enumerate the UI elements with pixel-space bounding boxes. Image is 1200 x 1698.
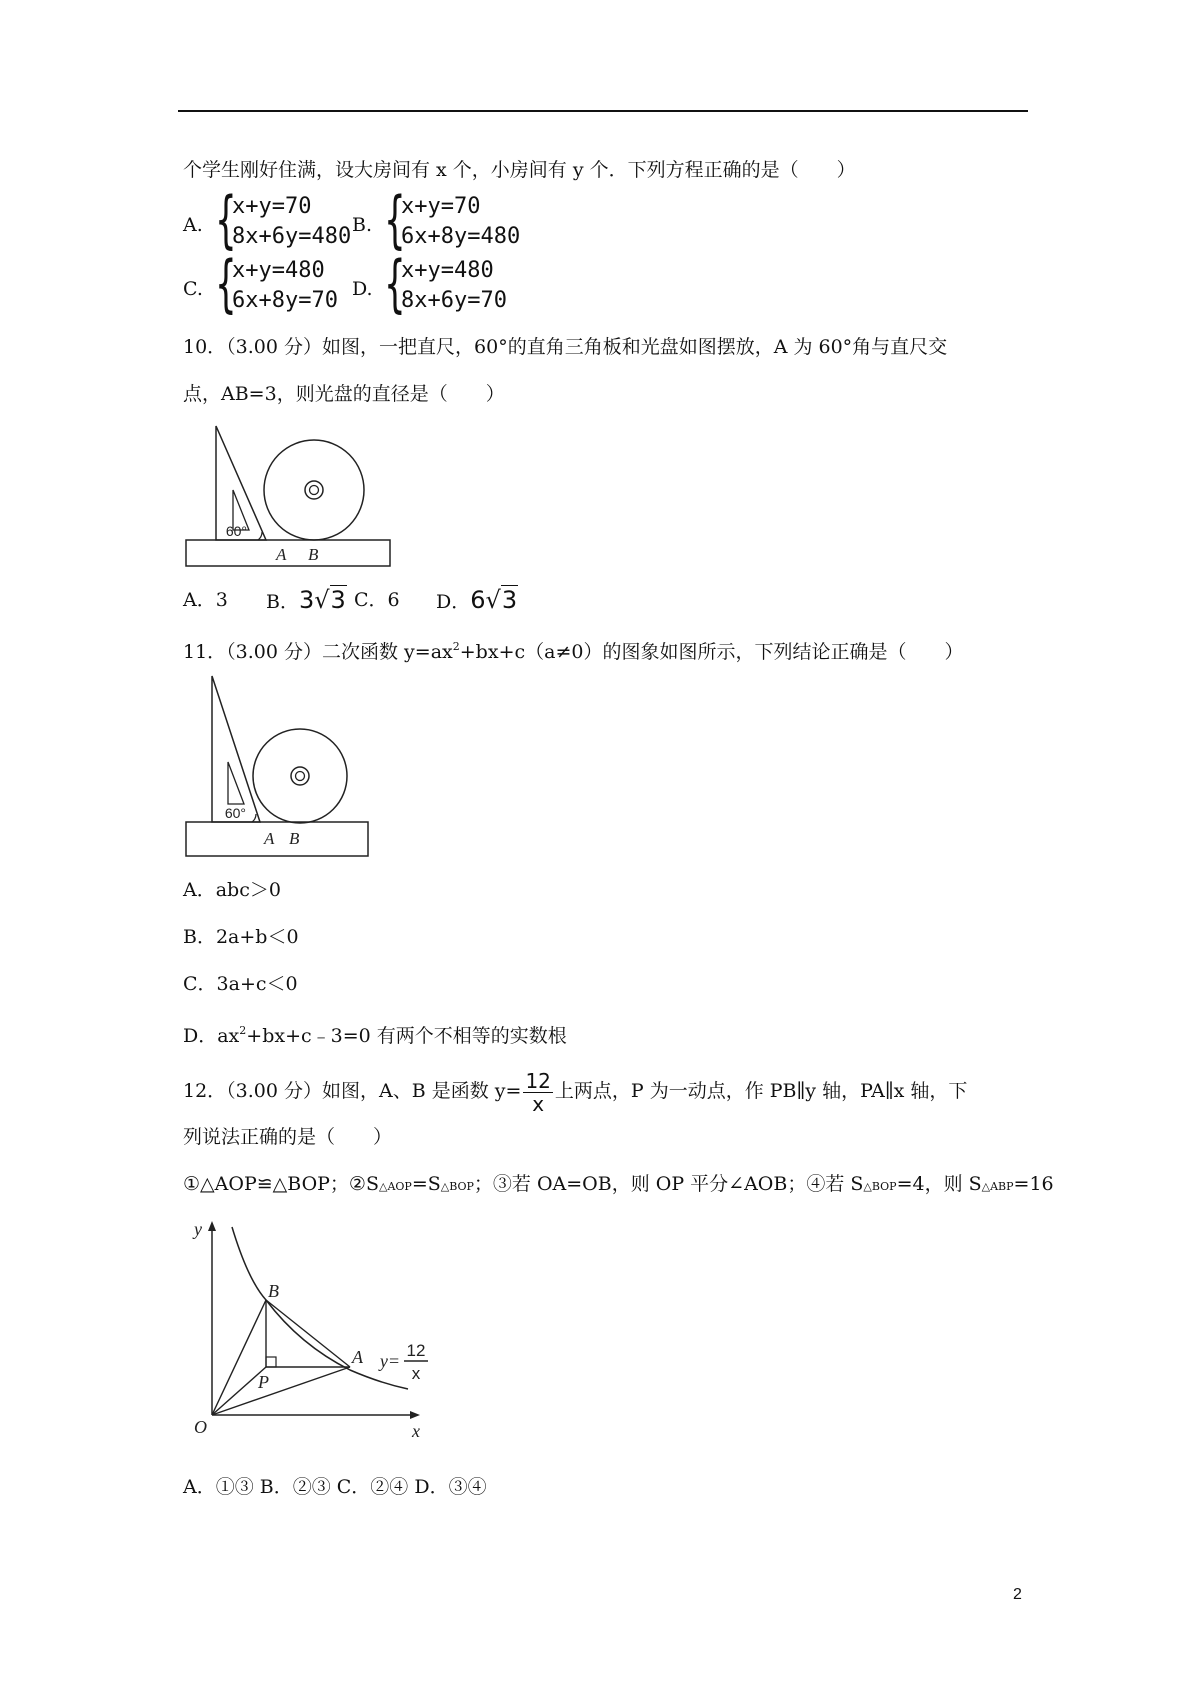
- q11-option-d: D．$ax^2+bx+c﹣3=0$ 有两个不相等的实数根: [183, 1024, 567, 1047]
- disc-hole-inner: [310, 486, 319, 495]
- brace-icon: {: [384, 247, 406, 320]
- header-rule: [178, 110, 1028, 112]
- q12-statements: ①△AOP≌△BOP；②S△AOP=S△BOP；③若 OA=OB，则 OP 平分∠AOB；④若 S△BOP=4，则 S△ABP=16: [183, 1173, 1054, 1195]
- q12-figure: [180, 1205, 450, 1445]
- coefficient: 6: [470, 586, 486, 614]
- q9-stem: 个学生刚好住满，设大房间有 x 个，小房间有 y 个．下列方程正确的是（ ）: [183, 159, 856, 181]
- option-label: B．: [266, 591, 299, 613]
- coefficient: 3: [298, 586, 315, 614]
- equation: x+y=70: [232, 194, 312, 219]
- q9-option-b-label: B.: [352, 214, 373, 236]
- disc: [264, 440, 364, 540]
- q9-option-a-label: A.: [183, 214, 203, 236]
- fraction: $\frac{12}{x}$: [525, 1068, 551, 1116]
- sqrt-expression: 3√3: [298, 586, 346, 614]
- set-square: [212, 676, 260, 822]
- q9-option-c-system: [232, 256, 338, 316]
- q9-option-b-system: [401, 192, 520, 252]
- q10-option-b: [266, 588, 347, 614]
- point-b-label: B: [289, 829, 300, 848]
- x-axis-label: x: [412, 1421, 420, 1441]
- q10-option-a: A．3: [183, 589, 228, 611]
- point-p-label: P: [258, 1372, 269, 1392]
- q11-option-b: B．2a+b＜0: [183, 926, 299, 948]
- q12-stem-line2: 列说法正确的是（ ）: [183, 1126, 393, 1148]
- brace-icon: {: [215, 247, 237, 320]
- disc-hole-outer: [305, 481, 323, 499]
- q10-figure: [180, 420, 400, 570]
- point-b-label: B: [308, 545, 319, 564]
- q10-stem-line1: 10．（3.00 分）如图，一把直尺，60°的直角三角板和光盘如图摆放，A 为 60°角与直尺交: [183, 336, 948, 358]
- q11-figure: [180, 672, 380, 862]
- x-axis-arrow-icon: [410, 1411, 420, 1419]
- function-label: y=: [379, 1351, 400, 1371]
- equation: x+y=70: [401, 194, 481, 219]
- ruler: [186, 822, 368, 856]
- brace-icon: {: [384, 183, 406, 256]
- point-b-label: B: [268, 1281, 279, 1301]
- angle-label: 60°: [224, 805, 246, 821]
- origin-label: O: [194, 1417, 207, 1437]
- disc-hole-inner: [296, 772, 305, 781]
- radicand: 3: [330, 586, 346, 614]
- angle-label: 60°: [225, 523, 247, 539]
- disc: [253, 729, 347, 823]
- segment-oa: [212, 1367, 350, 1415]
- segment-ob: [212, 1300, 266, 1415]
- q9-option-d-system: [401, 256, 507, 316]
- point-a-label: A: [352, 1347, 363, 1367]
- segment-ab: [266, 1300, 350, 1367]
- equation: 8x+6y=480: [232, 224, 352, 249]
- q9-option-a-system: [232, 192, 351, 252]
- function-numerator: 12: [406, 1341, 426, 1360]
- equation: x+y=480: [401, 258, 494, 283]
- q11-option-c: C．3a+c＜0: [183, 973, 298, 995]
- radicand: 3: [501, 586, 518, 614]
- q10-option-d: [436, 588, 518, 614]
- right-angle-mark: [266, 1357, 276, 1367]
- equation: 6x+8y=70: [232, 288, 338, 313]
- sqrt-expression: 6√3: [470, 586, 518, 614]
- q10-option-c: C．6: [354, 589, 400, 611]
- y-axis-label: y: [194, 1219, 202, 1239]
- q9-option-d-label: D.: [352, 278, 373, 300]
- option-label: D．: [436, 591, 471, 613]
- angle-arc: [258, 532, 262, 540]
- point-a-label: A: [264, 829, 275, 848]
- page-number: 2: [1013, 1586, 1022, 1603]
- function-denominator: x: [411, 1364, 421, 1383]
- q12-stem-line1: 12．（3.00 分）如图，A、B 是函数 y= $\frac{12}{x}$ 上两点，P 为一动点，作 PB∥y 轴，PA∥x 轴，下: [183, 1068, 968, 1116]
- equation: 8x+6y=70: [401, 288, 507, 313]
- equation: x+y=480: [232, 258, 325, 283]
- y-axis-arrow-icon: [208, 1221, 216, 1231]
- angle-arc: [252, 814, 256, 822]
- point-a-label: A: [276, 545, 287, 564]
- equation: 6x+8y=480: [401, 224, 521, 249]
- q11-stem: 11．（3.00 分）二次函数 $y=ax^2+bx+c(a\ne 0)$的图象如图所示，下列结论正确是（ ）: [183, 640, 964, 663]
- ruler: [186, 540, 390, 566]
- q10-stem-line2: 点，AB=3，则光盘的直径是（ ）: [183, 383, 505, 405]
- q11-option-a: A．abc＞0: [183, 879, 281, 901]
- disc-hole-outer: [291, 767, 309, 785]
- brace-icon: {: [215, 183, 237, 256]
- q12-options: A．①③ B．②③ C．②④ D．③④: [183, 1476, 487, 1498]
- q9-option-c-label: C.: [183, 278, 203, 300]
